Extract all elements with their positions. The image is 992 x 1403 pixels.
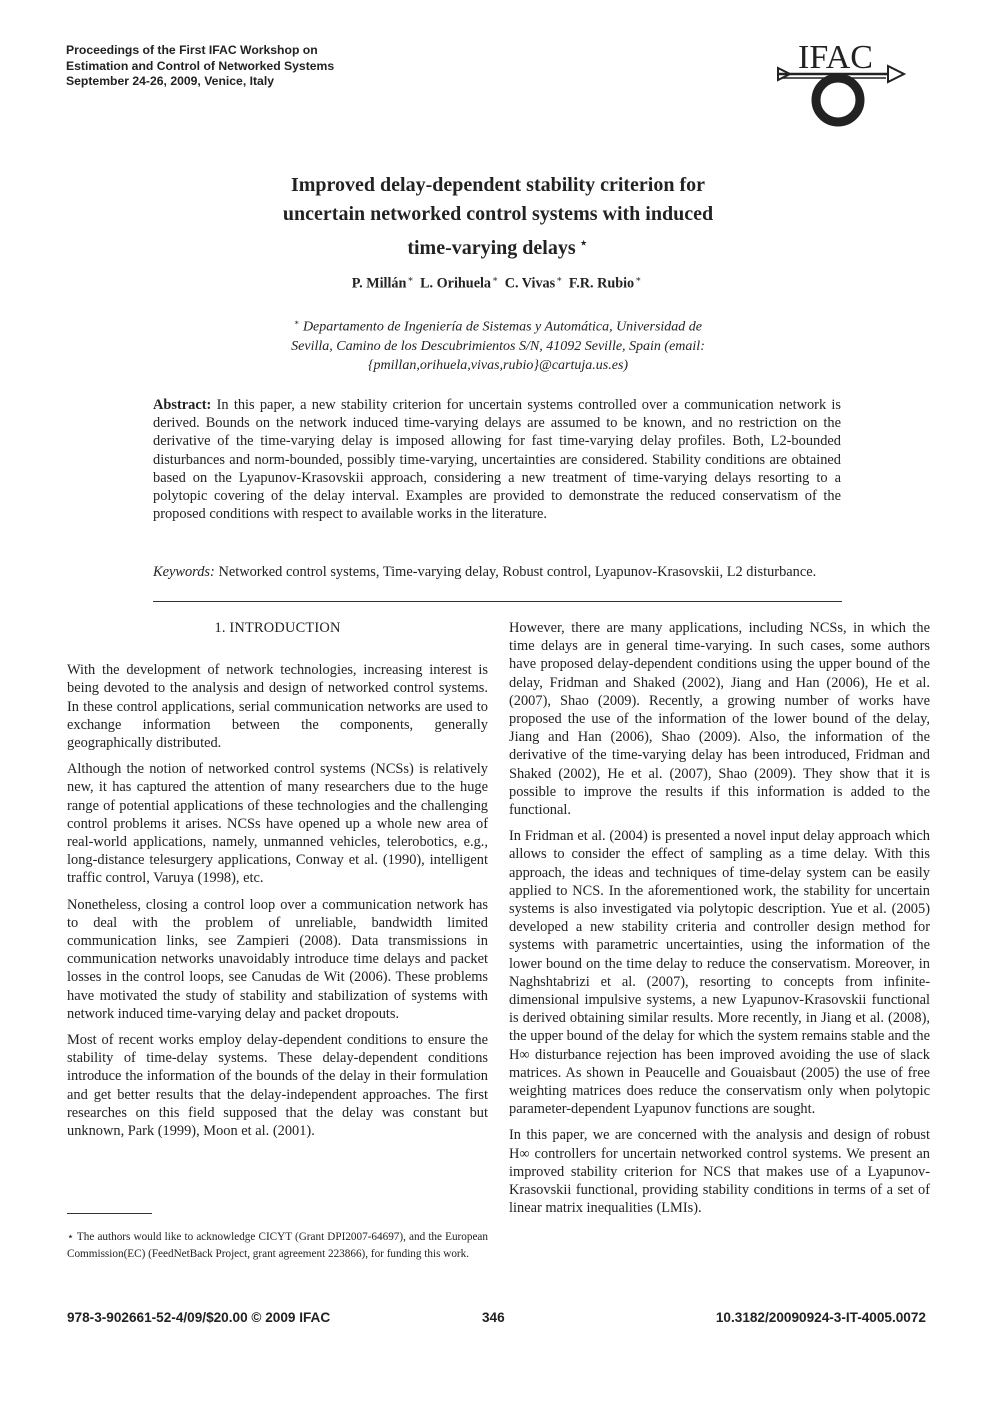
affiliation-mark: ∗ [294,318,300,327]
abstract-divider [153,601,842,602]
abstract-text: In this paper, a new stability criterion for uncertain systems controlled over a communication network is derived. Bounds on the network induced time-varying delays are assumed to be known, and no restriction on the derivative of the time-varying delay is imposed allowing for fast time-varying delay profiles. Both, L2-bounded disturbances and norm-bounded, possibly time-varying, uncertainties are considered. Stability conditions are obtained based on the Lyapunov-Krasovskii approach, considering a new treatment of time-varying delays resorting to a polytopic covering of the delay interval. Examples are provided to demonstrate the reduced conservatism of the proposed conditions with respect to available works in the literature. [153,397,841,523]
affiliation-line: Sevilla, Camino de los Descubrimientos S/N, 41092 Seville, Spain (email: [291,338,705,354]
author-mark: ∗ [492,274,499,284]
author: F.R. Rubio [568,275,635,292]
logo-text: IFAC [798,39,873,76]
author: P. Millán [351,275,407,292]
proceedings-line: Proceedings of the First IFAC Workshop on [66,43,318,57]
paper-title [200,171,796,263]
author-mark: ∗ [407,274,414,284]
paragraph: In Fridman et al. (2004) is presented a novel input delay approach which allows to consider the effect of sampling as a time delay. With this approach, the ideas and techniques of time-delay system can be easily applied to NCS. In the aforementioned work, the stability for uncertain systems is also investigated via polytopic description. Yue et al. (2005) developed a new stability criteria and controller design method for systems with parametric uncertainties, using the information of the lower bound on the time delay to reduce the conservatism. Moreover, in Naghshtabrizi et al. (2007), resorting to concepts from infinite-dimensional impulsive systems, a new Lyapunov-Krasovskii functional is derived obtaining similar results. More recently, in Jiang et al. (2008), the upper bound of the delay for which the system remains stable and the H∞ disturbance rejection has been improved avoiding the use of slack matrices. As shown in Peaucelle and Gouaisbaut (2005) the use of free weighting matrices does reduce the conservatism only when polytopic parameter-dependent Lyapunov functions are sought. [509,828,930,1118]
abstract-label: Abstract: [153,397,212,413]
paragraph: With the development of network technologies, increasing interest is being devoted to the analysis and design of networked control systems. In these control applications, serial communication networks are used to exchange information between the components, generally geographically distributed. [67,662,488,752]
proceedings-line: September 24-26, 2009, Venice, Italy [66,74,274,88]
ifac-logo-icon [776,38,908,128]
right-column [509,619,930,1226]
paragraph: Nonetheless, closing a control loop over a communication network has to deal with the problem of unreliable, bandwidth limited communication links, see Zampieri (2008). Data transmissions in communication networks unavoidably introduce time delays and packet losses in the control loops, see Canudas de Wit (2006). These problems have motivated the study of stability and stabilization of systems with network induced time-varying delay and packet dropouts. [67,896,488,1022]
keywords-label: Keywords: [153,564,215,580]
affiliation-line: Departamento de Ingeniería de Sistemas y Automática, Universidad de [302,319,702,335]
author: L. Orihuela [420,275,492,292]
author: C. Vivas [504,275,556,292]
keywords [153,563,841,581]
footnote: ⋆ The authors would like to acknowledge CICYT (Grant DPI2007-64697), and the European Commission(EC) (FeedNetBack Project, grant agreement 223866), for funding this work. [67,1231,488,1260]
author-list [200,274,796,293]
affiliation-line: {pmillan,orihuela,vivas,rubio}@cartuja.us.es) [367,357,629,373]
footer-doi: 10.3182/20090924-3-IT-4005.0072 [715,1310,926,1325]
affiliation [240,313,756,375]
footer-isbn: 978-3-902661-52-4/09/$20.00 © 2009 IFAC [67,1310,331,1325]
paragraph: However, there are many applications, including NCSs, in which the time delays are in general time-varying. In such cases, some authors have proposed delay-dependent conditions using the upper bound of the delay, Fridman and Shaked (2002), Jiang and Han (2006), He et al. (2007), Shao (2009). Recently, a growing number of works have proposed the use of the information of the lower bound of the delay, Jiang and Han (2006), Shao (2009). Also, the information of the derivative of the time-varying delay has been introduced, Fridman and Shaked (2002), He et al. (2007), Shao (2009). They show that it is possible to improve the results if this information is added to the functional. [509,620,930,819]
keywords-text: Networked control systems, Time-varying delay, Robust control, Lyapunov-Krasovskii, L2 disturbance. [218,564,817,580]
author-mark: ∗ [556,274,563,284]
section-heading: 1. INTRODUCTION [214,620,341,636]
title-line: time-varying delays [407,237,576,259]
paragraph: In this paper, we are concerned with the analysis and design of robust H∞ controllers for uncertain networked control systems. We present an improved stability criterion for NCS that makes use of a Lyapunov-Krasovskii functional, providing stability conditions in terms of a set of linear matrix inequalities (LMIs). [509,1127,930,1217]
paragraph: Most of recent works employ delay-dependent conditions to ensure the stability of time-delay systems. These delay-dependent conditions introduce the information of the bounds of the delay in their formulation and get better results that the delay-independent approaches. The first researches on this field supposed that the delay was constant but unknown, Park (1999), Moon et al. (2001). [67,1032,488,1140]
footnote-divider [67,1213,152,1214]
title-line: uncertain networked control systems with induced [282,203,714,225]
proceedings-header [66,43,486,90]
author-mark: ∗ [635,274,642,284]
left-column [67,619,488,1148]
abstract [153,396,841,523]
title-star: ⋆ [578,235,589,252]
proceedings-line: Estimation and Control of Networked Systems [66,58,335,73]
title-line: Improved delay-dependent stability criterion for [290,174,706,196]
paragraph: Although the notion of networked control systems (NCSs) is relatively new, it has captured the attention of many researchers due to the huge range of potential applications of these technologies and the challenging control problems it arises. NCSs have opened up a whole new area of real-world applications, namely, unmanned vehicles, telerobotics, e.g., long-distance telesurgery applications, Conway et al. (1990), intelligent traffic control, Varuya (1998), etc. [67,761,488,887]
footer-page-number: 346 [482,1310,505,1325]
